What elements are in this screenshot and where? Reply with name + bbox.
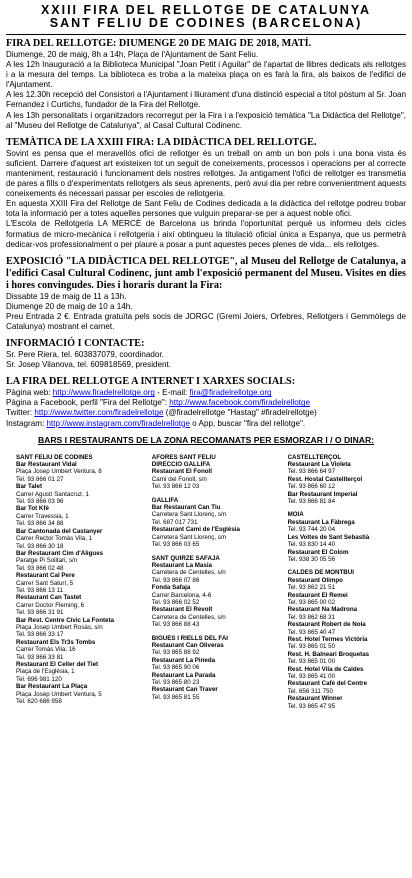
restaurant-detail: Tel. 93 866 31 91 <box>16 609 64 617</box>
restaurant-column <box>288 454 404 710</box>
contact-line: Sr. Josep Vilanova, tel. 609818569, president. <box>6 360 171 370</box>
restaurant-detail: Carrer Barcelona, 4-6 <box>151 591 212 599</box>
restaurant-detail: Carrer Rector Tomàs Vila, 1 <box>16 535 93 543</box>
web-link[interactable]: http://www.firadelrellotge.org <box>52 388 155 398</box>
instagram-label: Instagram: <box>6 418 47 428</box>
restaurant-detail: Tel. 93 866 03 65 <box>151 541 200 549</box>
town-heading: GALLIFA <box>151 496 179 504</box>
restaurant-detail: Carretera Sant Llorenç, s/n <box>151 511 227 519</box>
restaurant-detail: Tel. 93 866 07 86 <box>151 576 200 584</box>
town-heading: CALDES DE MONTBUI <box>287 569 354 577</box>
restaurant-name: Les Voltes de Sant Sebastià <box>287 533 370 541</box>
town-heading: CASTELLTERÇOL <box>287 453 342 461</box>
restaurant-detail: Tel. 696 981 120 <box>16 675 62 683</box>
section-title-contacte: INFORMACIÓ I CONTACTE: <box>6 338 145 350</box>
restaurant-name: Bar Rest. Centre Cívic La Fonteta <box>16 616 114 624</box>
restaurant-column <box>16 454 132 710</box>
restaurant-name: Rest. Hotel Vila de Caldes <box>287 665 364 673</box>
restaurant-detail: Camí del Fonoll, s/n <box>151 475 207 483</box>
restaurant-name: Restaurant Winner <box>287 695 343 703</box>
town-heading: SANT QUIRZE SAFAJA <box>151 554 220 562</box>
restaurant-name: Restaurant La Masia <box>151 561 212 569</box>
facebook-link[interactable]: http://www.facebook.com/firadelrellotge <box>169 398 311 408</box>
restaurant-name: Restaurant Can Tastet <box>16 594 82 602</box>
fira-paragraph: A les 12.30h recepció del Consistori a l'Ajuntament i lliurament d'una distinció especial a títol pòstum al Sr. Joan Fernandez i Curtichs, fundador de la Fira del Rellotge. <box>6 90 406 110</box>
email-label: - E-mail: <box>154 388 190 398</box>
restaurant-detail: Plaça de l'Església, 1 <box>16 668 75 676</box>
restaurant-detail: Carrer Tomàs Vila, 16 <box>16 646 76 654</box>
restaurant-detail: Tel. 93 866 60 12 <box>287 483 336 491</box>
email-link[interactable]: fira@firadelrellotge.org <box>189 388 272 398</box>
contact-line: Sr. Pere Riera, tel. 603837079, coordinador. <box>6 350 164 360</box>
section-fira <box>6 38 406 131</box>
restaurant-column <box>152 454 268 710</box>
restaurant-name: Bar Restaurant La Plaça <box>16 683 88 691</box>
restaurant-detail: Tel. 93 862 21 51 <box>287 584 336 592</box>
restaurant-name: Restaurant Robert de Nola <box>287 621 366 629</box>
restaurant-detail: Tel. 93 744 20 04 <box>287 526 336 534</box>
web-label: Pàgina web: <box>6 388 53 398</box>
restaurant-name: Bar Restaurant Cim d'Àligues <box>16 549 104 557</box>
header-title: XXIII FIRA DEL RELLOTGE DE CATALUNYA <box>40 3 372 17</box>
restaurant-detail: Tel. 93 866 03 96 <box>16 498 64 506</box>
restaurant-detail: Tel. 93 865 88 92 <box>151 649 200 657</box>
restaurant-detail: Tel. 93 865 80 23 <box>151 679 200 686</box>
restaurant-detail: Tel. 93 830 14 40 <box>287 541 336 549</box>
town-heading: AFORES SANT FELIU <box>151 453 216 461</box>
restaurant-name: Restaurant El Remei <box>287 591 348 599</box>
restaurant-detail: Plaça Josep Umbert Rosàs, s/n <box>16 623 103 631</box>
restaurant-name: Restaurant El Fonoll <box>151 468 212 476</box>
restaurant-name: Fonda Safaja <box>151 584 191 592</box>
tematica-paragraph: Sovint es pensa que el meravellós ofici de rellotger és un treball on amb un bon pols i una bona vista és suficient. Darrere d'aquest art existeixen tot un seguit de coneixements, processos i operacions per al correcte manteniment, restauració i funcionament dels nostres rellotges. Ja antigament l'ofici de rellotger es transmetia de pares a fills o d'experimentats rellotgers als seus aprenents, però avui dia per rebre convenientment aquests coneixements és necessari passar per escoles de rellotgeria. <box>6 148 406 199</box>
restaurant-detail: Tel. 93 865 41 00 <box>287 673 336 680</box>
restaurant-detail: Tel. 687 017 731 <box>151 518 198 526</box>
restaurant-detail: Tel. 93 866 33 81 <box>16 653 64 661</box>
restaurant-name: Restaurant La Fàbrega <box>287 518 355 526</box>
restaurant-detail: Carrer Travessia, 1 <box>16 512 69 520</box>
fira-paragraph: A les 13h personalitats i organitzadors recorregut per la Fira i a l'exposició temàtica "La Didàctica del Rellotge", al "Museu del Rellotge de Catalunya", al Casal Cultural Codinenc. <box>6 110 406 130</box>
restaurant-name: Bar Tot Kfè <box>16 505 49 513</box>
restaurant-detail: Tel. 93 865 40 47 <box>287 628 336 636</box>
twitter-line <box>6 408 406 418</box>
twitter-link[interactable]: http://www.twitter.com/firadelrellotge <box>34 408 164 418</box>
section-title-fira: FIRA DEL RELLOTGE: DIUMENGE 20 DE MAIG DE 2018, MATÍ. <box>6 38 312 49</box>
town-heading: DIRECCIÓ GALLIFA <box>151 461 211 469</box>
tematica-paragraph: L'Escola de Rellotgeria LA MERCÈ de Barcelona us brinda l'oportunitat perquè us informeu dels cicles formatius de micro-mecànica i rellotgeria i així obtingueu la titulació oficial única a Espanya, que us permetrà dedicar-vos professionalment o per plaure a posar a punt aquestes peces plenes de vida... els rellotges. <box>6 219 406 249</box>
restaurant-name: Restaurant Cal Pere <box>16 572 75 580</box>
restaurant-detail: Carrer Doctor Fleming, 6 <box>16 601 85 609</box>
town-heading: MOIÀ <box>287 511 304 519</box>
fira-paragraph: Diumenge, 20 de maig, 8h a 14h, Plaça de l'Ajuntament de Sant Feliu. <box>6 50 259 59</box>
document-page <box>6 0 406 710</box>
restaurant-detail: Carrer Agustí Santacruz, 1 <box>16 490 89 498</box>
restaurant-columns <box>6 454 406 710</box>
restaurant-detail: Tel. 93 865 00 02 <box>287 598 336 606</box>
instagram-rest: o App, buscar "fira del rellotge". <box>190 418 306 428</box>
twitter-label: Twitter: <box>6 408 35 418</box>
restaurant-detail: Tel. 93 865 90 06 <box>151 664 200 672</box>
header-divider <box>6 34 406 35</box>
restaurant-name: Restaurant Els Tr3s Tombs <box>16 638 96 646</box>
restaurant-detail: Tel. 93 865 01 00 <box>287 658 336 666</box>
section-title-exposicio: EXPOSICIÓ "LA DIDÀCTICA DEL RELLOTGE", al Museu del Rellotge de Catalunya, a l'edifici Casal Cultural Codinenc, junt amb l'exposició permanent del Museu. Visites en dies i hores convingudes. Dies i horaris durant la Fira: <box>6 255 406 291</box>
restaurant-name: Restaurant Olimpo <box>287 576 343 584</box>
restaurant-detail: Tel. 93 866 02 52 <box>151 598 200 606</box>
section-xarxes <box>6 376 406 428</box>
restaurant-detail: Tel. 93 866 81 84 <box>287 498 336 506</box>
web-line <box>6 388 406 398</box>
section-exposicio <box>6 256 406 332</box>
header-subtitle: SANT FELIU DE CODINES (BARCELONA) <box>49 16 363 30</box>
restaurant-detail: Tel. 93 866 30 18 <box>16 542 64 550</box>
restaurant-name: Rest. Hotel Termes Victòria <box>287 635 368 643</box>
restaurant-name: Restaurant Can Traver <box>151 686 218 694</box>
restaurant-detail: Tel. 93 866 34 88 <box>16 520 64 528</box>
restaurant-name: Rest. H. Balneari Broquetas <box>287 650 370 658</box>
facebook-line <box>6 398 406 408</box>
restaurant-name: Restaurant El Celler del Tiet <box>16 661 99 668</box>
restaurant-detail: Paratge Pi Solitari, s/n <box>16 557 78 565</box>
restaurant-detail: Tel. 620 686 958 <box>16 698 62 706</box>
restaurant-detail: Carretera de Centelles, s/n <box>151 569 226 577</box>
restaurant-name: Bar Restaurant Imperial <box>287 490 358 498</box>
exposicio-line: Preu Entrada 2 €. Entrada gratuïta pels socis de JORGC (Gremi Joiers, Orfebres, Rellotgers i Gemmòlegs de Catalunya) mostrant el carnet. <box>6 311 406 331</box>
restaurant-detail: Tel. 938 30 05 56 <box>287 555 336 563</box>
facebook-label: Pàgina a Facebook, perfil "Fira del Rellotge": <box>6 398 170 408</box>
fira-paragraph: A les 12h Inauguració a la Biblioteca Municipal "Joan Petit i Aguilar" de l'apartat de llibres dedicats als rellotges i a la mesura del temps. La biblioteca es troba a la mateixa plaça on es farà la fira, als baixos de l'edifici de l'Ajuntament. <box>6 60 406 90</box>
exposicio-line: Diumenge 20 de maig de 10 a 14h. <box>6 301 133 311</box>
restaurant-detail: Tel. 93 865 47 95 <box>287 702 336 710</box>
restaurant-detail: Tel. 93 866 12 03 <box>151 483 200 491</box>
restaurant-name: Restaurant La Parada <box>151 671 216 679</box>
restaurant-detail: Carretera Sant Llorenç, s/n <box>151 533 227 541</box>
restaurant-name: Bar Cantonada del Castanyer <box>16 527 103 535</box>
restaurant-detail: Tel. 93 866 64 97 <box>287 468 336 476</box>
restaurant-detail: Tel. 93 866 01 27 <box>16 475 64 483</box>
restaurant-name: Restaurant El Revolt <box>151 606 213 614</box>
restaurant-detail: Tel. 93 862 68 31 <box>287 613 336 621</box>
instagram-line <box>6 419 406 429</box>
section-title-tematica: TEMÀTICA DE LA XXIII FIRA: LA DIDÀCTICA DEL RELLOTGE. <box>6 136 317 148</box>
restaurant-detail: Tel. 93 866 02 48 <box>16 564 64 572</box>
restaurant-detail: Tel. 93 866 88 43 <box>151 621 200 629</box>
town-heading: BIGUES I RIELLS DEL FAI <box>151 634 229 642</box>
bars-title: BARS I RESTAURANTS DE LA ZONA RECOMANATS PER ESMORZAR I / O DINAR: <box>37 434 375 445</box>
exposicio-line: Dissabte 19 de maig de 11 a 13h. <box>6 291 127 301</box>
restaurant-name: Bar Talet <box>16 483 43 491</box>
restaurant-detail: Carrer Sant Saturí, 5 <box>16 579 74 587</box>
restaurant-detail: Carretera de Centelles, s/n <box>151 613 226 621</box>
restaurant-name: Bar Restaurant Can Tiu <box>151 504 221 512</box>
instagram-link[interactable]: http://www.instagram.com/firadelrellotge <box>46 418 190 428</box>
town-heading: SANT FELIU DE CODINES <box>16 453 93 461</box>
section-contacte <box>6 338 406 370</box>
restaurant-detail: Tel. 656 311 750 <box>287 687 333 695</box>
restaurant-name: Restaurant La Pineda <box>151 656 216 664</box>
restaurant-name: Restaurant Cami de l'Església <box>151 526 240 534</box>
restaurant-name: Restaurant La Violeta <box>287 461 351 469</box>
restaurant-detail: Plaça Josep Umbert Ventura, 8 <box>16 468 102 476</box>
restaurant-name: Bar Restaurant Vidal <box>16 461 77 469</box>
restaurant-name: Restaurant El Colom <box>287 548 349 556</box>
restaurant-name: Restaurant Na Madrona <box>287 606 358 614</box>
twitter-rest: (@firadelrellotge "Hastag" #firadelrellotge) <box>163 408 317 418</box>
restaurant-name: Restaurant Can Oliveras <box>151 641 224 649</box>
restaurant-detail: Tel. 93 865 01 50 <box>287 643 336 651</box>
restaurant-detail: Tel. 93 865 81 55 <box>151 693 200 701</box>
restaurant-name: Restaurant Cafè del Centre <box>287 680 368 688</box>
restaurant-detail: Tel. 93 866 33 17 <box>16 631 64 639</box>
restaurant-name: Rest. Hostal Castellterçol <box>287 475 363 483</box>
section-tematica <box>6 137 406 250</box>
tematica-paragraph: En aquesta XXIII Fira del Rellotge de Sant Feliu de Codines dedicada a la didàctica del rellotge podreu trobar tota la informació per a totes aquelles persones que vulguin preparar-se per a aquest noble ofici. <box>6 199 406 219</box>
section-title-xarxes: LA FIRA DEL RELLOTGE A INTERNET I XARXES SOCIALS: <box>6 376 296 388</box>
restaurant-detail: Tel. 93 866 13 11 <box>16 586 64 594</box>
restaurant-detail: Plaça Josep Umbert Ventura, 5 <box>16 690 102 698</box>
